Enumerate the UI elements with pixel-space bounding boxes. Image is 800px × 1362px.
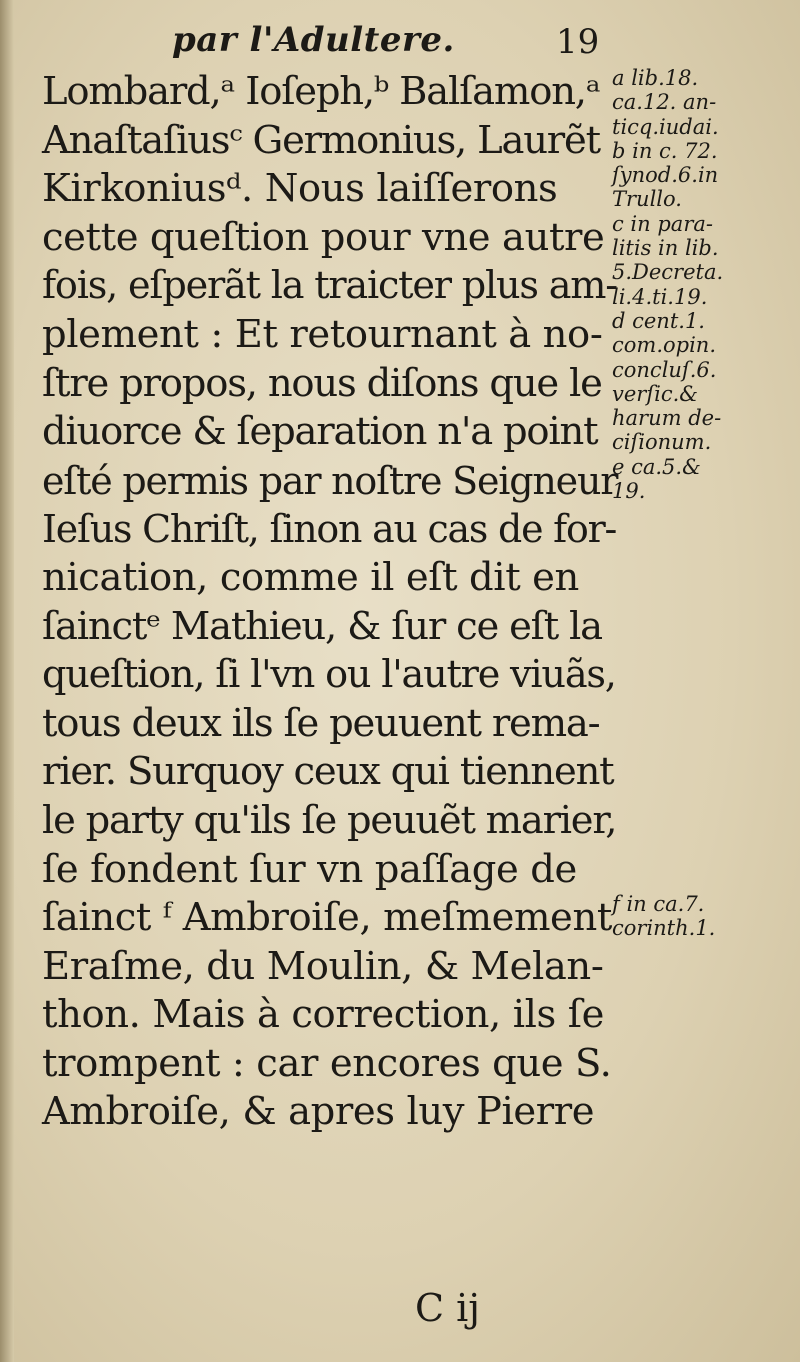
text-line: Anaſtaſiusᶜ Germonius, Laurẽt <box>42 117 600 163</box>
page-gutter-shadow <box>0 0 14 1362</box>
margin-note: li.4.ti.19. <box>612 284 708 309</box>
margin-note: corinth.1. <box>612 916 716 941</box>
margin-note: harum de- <box>612 406 722 431</box>
margin-note: Trullo. <box>612 187 682 212</box>
margin-note <box>612 819 797 843</box>
margin-note <box>612 722 797 746</box>
margin-note: ticq.iudai. <box>612 114 719 139</box>
text-line: diuorce & ſeparation n'a point <box>42 409 598 455</box>
margin-note <box>612 503 797 527</box>
margin-note <box>612 868 797 892</box>
margin-note <box>612 698 797 722</box>
text-line: rier. Surquoy ceux qui tiennent <box>42 749 614 795</box>
margin-note <box>612 552 797 576</box>
signature-mark: C ij <box>415 1286 481 1330</box>
text-line: Lombard,ᵃ Ioſeph,ᵇ Balſamon,ᵃ <box>42 69 600 114</box>
margin-note: ca.12. an- <box>612 90 717 115</box>
main-text-block <box>42 68 617 1137</box>
margin-note: litis in lib. <box>612 236 719 261</box>
margin-note <box>612 746 797 770</box>
margin-note: c in para- <box>612 211 713 236</box>
margin-note <box>612 576 797 600</box>
margin-note <box>612 673 797 697</box>
text-line: fois, eſperãt la traicter plus am- <box>42 264 617 309</box>
margin-note: com.opin. <box>612 333 716 358</box>
margin-note <box>612 844 797 868</box>
margin-note <box>612 625 797 649</box>
text-line: Ambroiſe, & apres luy Pierre <box>42 1089 595 1135</box>
text-line: queſtion, ſi l'vn ou l'autre viuãs, <box>42 653 616 698</box>
text-line: ſainct ᶠ Ambroiſe, meſmement <box>42 895 612 941</box>
marginal-notes <box>612 66 797 941</box>
text-line: eſté permis par noſtre Seigneur <box>42 458 618 503</box>
margin-note: a lib.18. <box>612 66 699 90</box>
margin-note: b in c. 72. <box>612 138 718 163</box>
running-head: par l'Adultere. <box>172 20 455 60</box>
margin-note: verſic.& <box>612 381 698 406</box>
text-line: tous deux ils ſe peuuent rema- <box>42 700 600 746</box>
text-line: ſainctᵉ Mathieu, & ſur ce eſt la <box>42 603 602 649</box>
text-line: nication, comme il eſt dit en <box>42 554 579 600</box>
margin-note: 5.Decreta. <box>612 260 724 285</box>
margin-note <box>612 649 797 673</box>
text-line: Ieſus Chriſt, ſinon au cas de for- <box>42 507 617 552</box>
margin-note <box>612 795 797 819</box>
text-line: plement : Et retournant à no- <box>42 311 603 357</box>
margin-note: f in ca.7. <box>612 892 705 917</box>
text-line: ſtre propos, nous diſons que le <box>42 360 602 406</box>
margin-note: concluſ.6. <box>612 357 717 382</box>
margin-note: e ca.5.& <box>612 454 701 479</box>
margin-note <box>612 601 797 625</box>
text-line: Kirkoniusᵈ. Nous laiſſerons <box>42 166 558 212</box>
text-line: le party qu'ils ſe peuuẽt marier, <box>42 797 617 843</box>
text-line: trompent : car encores que S. <box>42 1040 612 1086</box>
margin-note: d cent.1. <box>612 308 705 333</box>
page-header <box>0 14 800 72</box>
margin-note: ciſionum. <box>612 430 712 455</box>
margin-note <box>612 771 797 795</box>
text-line: Eraſme, du Moulin, & Melan- <box>42 943 604 989</box>
text-line: cette queſtion pour vne autre <box>42 214 605 260</box>
margin-note: 19. <box>612 479 646 504</box>
margin-note: ſynod.6.in <box>612 163 719 188</box>
text-line: thon. Mais à correction, ils ſe <box>42 992 604 1038</box>
margin-note <box>612 528 797 552</box>
page-number: 19 <box>556 22 600 62</box>
text-line: ſe fondent ſur vn paſſage de <box>42 846 577 892</box>
